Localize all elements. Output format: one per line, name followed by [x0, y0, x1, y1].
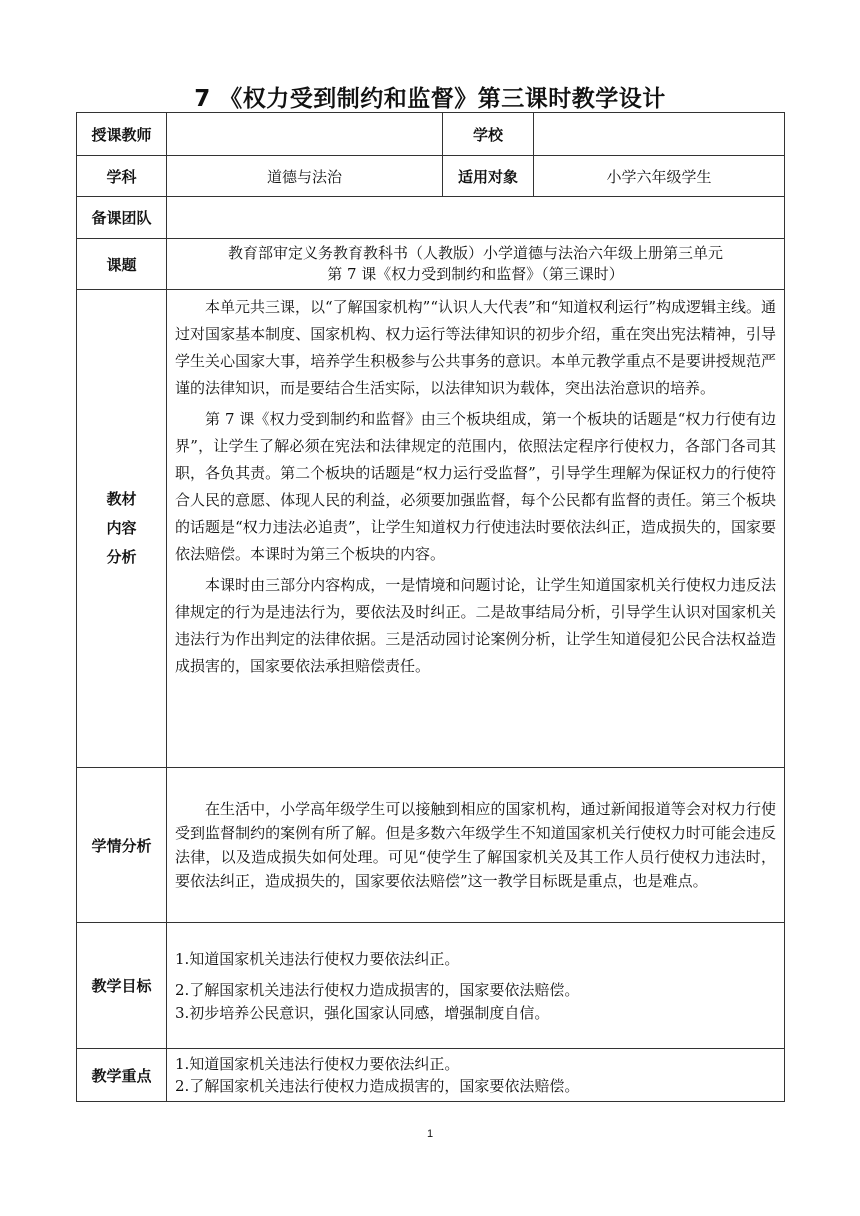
focus-content: [167, 1049, 785, 1102]
audience-value: 小学六年级学生: [534, 156, 785, 197]
subject-label: 学科: [77, 156, 167, 197]
topic-line-2: 第 7 课《权力受到制约和监督》（第三课时）: [327, 265, 624, 283]
row-teacher-school: [77, 113, 785, 156]
teacher-label: 授课教师: [77, 113, 167, 156]
topic-value: [167, 239, 785, 290]
material-paragraph-1: 本单元共三课，以“了解国家机构”“认识人大代表”和“知道权利运行”构成逻辑主线。通过对国家基本制度、国家机构、权力运行等法律知识的初步介绍，重在突出宪法精神，引导学生关心国家大事，培养学生积极参与公共事务的意识。本单元教学重点不是要讲授规范严谨的法律知识，而是要结合生活实际，以法律知识为载体，突出法治意识的培养。: [175, 298, 777, 397]
focus-item-1: 1.知道国家机关违法行使权力要依法纠正。: [175, 1055, 460, 1073]
focus-item-2: 2.了解国家机关违法行使权力造成损害的，国家要依法赔偿。: [175, 1077, 580, 1095]
school-label: 学校: [443, 113, 534, 156]
material-label: [77, 290, 167, 768]
row-topic: [77, 239, 785, 290]
row-team: [77, 197, 785, 239]
topic-label: 课题: [77, 239, 167, 290]
row-teaching-focus: [77, 1049, 785, 1102]
material-paragraph-3: 本课时由三部分内容构成，一是情境和问题讨论，让学生知道国家机关行使权力违反法律规定的行为是违法行为，要依法及时纠正。二是故事结局分析，引导学生认识对国家机关违法行为作出判定的法律依据。三是活动园讨论案例分析，让学生知道侵犯公民合法权益造成损害的，国家要依法承担赔偿责任。: [175, 576, 776, 675]
material-label-line-2: 内容: [106, 519, 137, 537]
page-title: 7 《权力受到制约和监督》第三课时教学设计: [194, 86, 666, 112]
team-value: [167, 197, 785, 239]
row-teaching-goals: [77, 923, 785, 1049]
goals-label: 教学目标: [77, 923, 167, 1049]
focus-label: 教学重点: [77, 1049, 167, 1102]
goal-item-1: 1.知道国家机关违法行使权力要依法纠正。: [175, 950, 460, 968]
lesson-plan-table: [76, 112, 785, 1102]
learner-content: [167, 768, 785, 923]
topic-line-1: 教育部审定义务教育教科书（人教版）小学道德与法治六年级上册第三单元: [227, 244, 723, 262]
page-number: 1: [426, 1128, 434, 1140]
learner-paragraph: 在生活中，小学高年级学生可以接触到相应的国家机构，通过新闻报道等会对权力行使受到监督制约的案例有所了解。但是多数六年级学生不知道国家机关行使权力时可能会违反法律，以及造成损失如何处理。可见“使学生了解国家机关及其工作人员行使权力违法时，要依法纠正，造成损失的，国家要依法赔偿”这一教学目标既是重点，也是难点。: [175, 800, 776, 890]
material-label-line-1: 教材: [106, 490, 137, 508]
team-label: 备课团队: [77, 197, 167, 239]
material-content: [167, 290, 785, 768]
material-paragraph-2: 第 7 课《权力受到制约和监督》由三个板块组成，第一个板块的话题是“权力行使有边界”，让学生了解必须在宪法和法律规定的范围内，依照法定程序行使权力，各部门各司其职，各负其责。第二个板块的话题是“权力运行受监督”，引导学生理解为保证权力的行使符合人民的意愿、体现人民的利益，必须要加强监督，每个公民都有监督的责任。第三个板块的话题是“权力违法必追责”，让学生知道权力行使违法时要依法纠正，造成损失的，国家要依法赔偿。本课时为第三个板块的内容。: [175, 410, 776, 563]
material-label-line-3: 分析: [106, 548, 137, 566]
audience-label: 适用对象: [443, 156, 534, 197]
goals-content: [167, 923, 785, 1049]
teacher-value: [167, 113, 443, 156]
row-material-analysis: [77, 290, 785, 768]
row-subject-audience: [77, 156, 785, 197]
school-value: [534, 113, 785, 156]
subject-value: 道德与法治: [167, 156, 443, 197]
goal-item-2: 2.了解国家机关违法行使权力造成损害的，国家要依法赔偿。: [175, 981, 580, 999]
goal-item-3: 3.初步培养公民意识，强化国家认同感，增强制度自信。: [175, 1004, 550, 1022]
learner-label: 学情分析: [77, 768, 167, 923]
row-learner-analysis: [77, 768, 785, 923]
